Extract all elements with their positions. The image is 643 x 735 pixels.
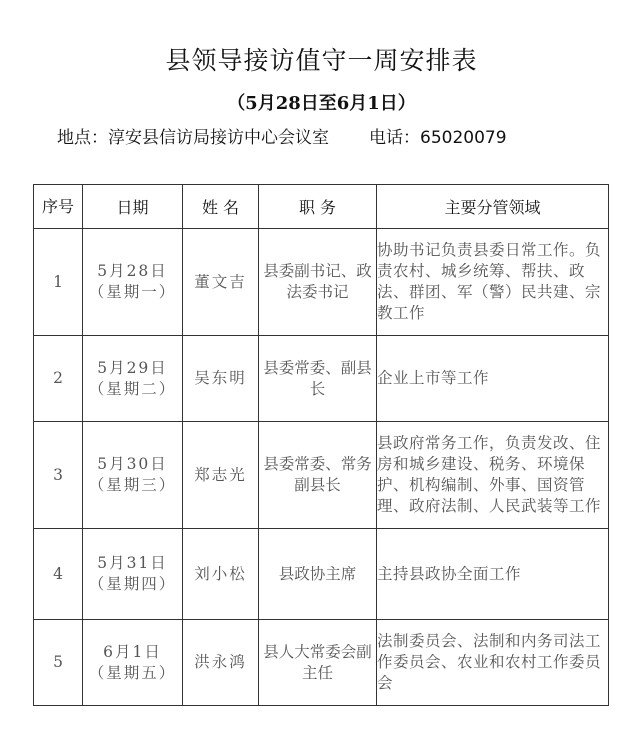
phone-text: 电话：65020079 xyxy=(369,128,507,148)
contact-info xyxy=(57,123,507,148)
table-row xyxy=(34,336,609,422)
table-row xyxy=(34,620,609,706)
table-row xyxy=(34,229,609,336)
location-text: 地点：淳安县信访局接访中心会议室 xyxy=(57,128,329,148)
page-title: 县领导接访值守一周安排表 xyxy=(165,46,478,75)
cell-position: 县政协主席 xyxy=(259,529,377,620)
weekday-text: （星期五） xyxy=(88,663,177,682)
header-name: 姓 名 xyxy=(183,185,259,229)
weekday-text: （星期四） xyxy=(88,575,177,593)
cell-seq: 1 xyxy=(34,229,83,336)
cell-area: 企业上市等工作 xyxy=(377,336,609,422)
cell-area: 主持县政协全面工作 xyxy=(377,529,609,620)
schedule-table xyxy=(33,184,609,706)
cell-position: 县委副书记、政法委书记 xyxy=(259,229,377,336)
cell-position: 县委常委、副县长 xyxy=(259,336,377,422)
cell-position: 县委常委、常务副县长 xyxy=(259,422,377,529)
date-text: 5月30日 xyxy=(97,455,168,473)
cell-date xyxy=(83,620,183,706)
page-subtitle: （5月28日至6月1日） xyxy=(227,93,416,114)
cell-area: 县政府常务工作，负责发改、住房和城乡建设、税务、环境保护、机构编制、外事、国资管理、政府法制、人民武装等工作 xyxy=(377,422,609,529)
cell-seq: 2 xyxy=(34,336,83,422)
cell-area: 法制委员会、法制和内务司法工作委员会、农业和农村工作委员会 xyxy=(377,620,609,706)
date-text: 5月31日 xyxy=(97,554,168,572)
date-text: 5月29日 xyxy=(97,358,168,377)
cell-position: 县人大常委会副主任 xyxy=(259,620,377,706)
weekday-text: （星期二） xyxy=(88,379,177,398)
table-row xyxy=(34,422,609,529)
cell-name: 郑志光 xyxy=(183,422,259,529)
cell-seq: 3 xyxy=(34,422,83,529)
cell-name: 刘小松 xyxy=(183,529,259,620)
cell-name: 董文吉 xyxy=(183,229,259,336)
header-area: 主要分管领域 xyxy=(377,185,609,229)
header-position: 职 务 xyxy=(259,185,377,229)
cell-date xyxy=(83,336,183,422)
cell-seq: 4 xyxy=(34,529,83,620)
cell-date xyxy=(83,529,183,620)
date-text: 5月28日 xyxy=(97,262,168,280)
cell-date xyxy=(83,422,183,529)
cell-area: 协助书记负责县委日常工作。负责农村、城乡统筹、帮扶、政法、群团、军（警）民共建、宗教工作 xyxy=(377,229,609,336)
date-text: 6月1日 xyxy=(103,642,162,661)
cell-name: 洪永鸿 xyxy=(183,620,259,706)
cell-seq: 5 xyxy=(34,620,83,706)
cell-date xyxy=(83,229,183,336)
header-seq: 序号 xyxy=(34,185,83,229)
weekday-text: （星期一） xyxy=(88,283,177,301)
weekday-text: （星期三） xyxy=(88,476,177,494)
table-header-row xyxy=(34,185,609,229)
header-date: 日期 xyxy=(83,185,183,229)
table-row xyxy=(34,529,609,620)
cell-name: 吴东明 xyxy=(183,336,259,422)
